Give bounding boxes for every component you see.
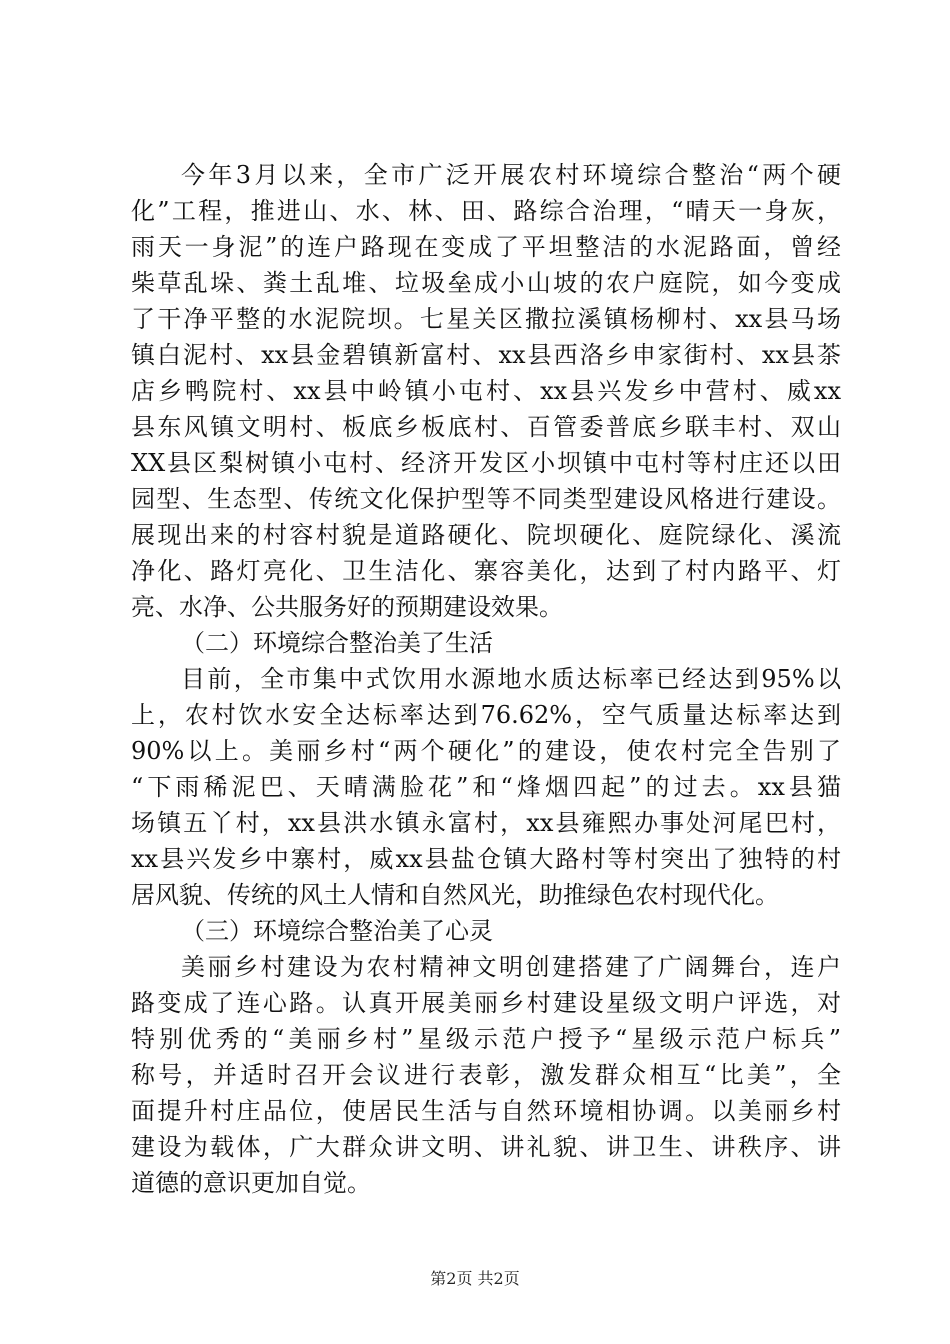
paragraph-line: 路变成了连心路。认真开展美丽乡村建设星级文明户评选，对: [131, 989, 841, 1017]
paragraph-line: 美丽乡村建设为农村精神文明创建搭建了广阔舞台，连户: [181, 953, 841, 981]
paragraph-line: 特别优秀的“美丽乡村”星级示范户授予“星级示范户标兵”: [131, 1025, 841, 1053]
document-body: [131, 157, 841, 1201]
paragraph-line: 亮、水净、公共服务好的预期建设效果。: [131, 593, 563, 621]
paragraph-line: 90%以上。美丽乡村“两个硬化”的建设，使农村完全告别了: [131, 737, 841, 765]
paragraph-line: 县东风镇文明村、板底乡板底村、百管委普底乡联丰村、双山: [131, 413, 841, 441]
paragraph-line: 柴草乱垛、粪土乱堆、垃圾垒成小山坡的农户庭院，如今变成: [131, 269, 841, 297]
paragraph-line: 展现出来的村容村貌是道路硬化、院坝硬化、庭院绿化、溪流: [131, 521, 841, 549]
paragraph-line: 上，农村饮水安全达标率达到76.62%，空气质量达标率达到: [131, 701, 841, 729]
section-heading-spirit: （三）环境综合整治美了心灵: [181, 917, 493, 945]
paragraph-line: 称号，并适时召开会议进行表彰，激发群众相互“比美”，全: [131, 1061, 841, 1089]
paragraph-line: 店乡鸭院村、xx县中岭镇小屯村、xx县兴发乡中营村、威xx: [131, 377, 841, 405]
paragraph-line: 园型、生态型、传统文化保护型等不同类型建设风格进行建设。: [131, 485, 841, 513]
paragraph-line: 雨天一身泥”的连户路现在变成了平坦整洁的水泥路面，曾经: [131, 233, 841, 261]
paragraph-line: 面提升村庄品位，使居民生活与自然环境相协调。以美丽乡村: [131, 1097, 841, 1125]
paragraph-line: 了干净平整的水泥院坝。七星关区撒拉溪镇杨柳村、xx县马场: [131, 305, 841, 333]
paragraph-line: xx县兴发乡中寨村，威xx县盐仓镇大路村等村突出了独特的村: [131, 845, 841, 873]
paragraph-environment-spirit: [131, 949, 841, 1201]
paragraph-line: 居风貌、传统的风土人情和自然风光，助推绿色农村现代化。: [131, 881, 779, 909]
section-heading-life: （二）环境综合整治美了生活: [181, 629, 493, 657]
paragraph-line: 建设为载体，广大群众讲文明、讲礼貌、讲卫生、讲秩序、讲: [131, 1133, 841, 1161]
page-number-footer: 第2页 共2页: [430, 1269, 520, 1288]
paragraph-line: 目前，全市集中式饮用水源地水质达标率已经达到95%以: [181, 665, 841, 693]
paragraph-line: XX县区梨树镇小屯村、经济开发区小坝镇中屯村等村庄还以田: [131, 449, 841, 477]
paragraph-line: 场镇五丫村，xx县洪水镇永富村，xx县雍熙办事处河尾巴村，: [131, 809, 841, 837]
paragraph-line: 净化、路灯亮化、卫生洁化、寨容美化，达到了村内路平、灯: [131, 557, 841, 585]
paragraph-line: “下雨稀泥巴、天晴满脸花”和“烽烟四起”的过去。xx县猫: [131, 773, 841, 801]
paragraph-line: 道德的意识更加自觉。: [131, 1169, 371, 1197]
paragraph-line: 化”工程，推进山、水、林、田、路综合治理，“晴天一身灰，: [131, 197, 841, 225]
paragraph-line: 今年3月以来，全市广泛开展农村环境综合整治“两个硬: [181, 161, 841, 189]
paragraph-environment-life: [131, 661, 841, 913]
paragraph-rural-renovation: [131, 157, 841, 625]
paragraph-line: 镇白泥村、xx县金碧镇新富村、xx县西洛乡申家街村、xx县茶: [131, 341, 841, 369]
